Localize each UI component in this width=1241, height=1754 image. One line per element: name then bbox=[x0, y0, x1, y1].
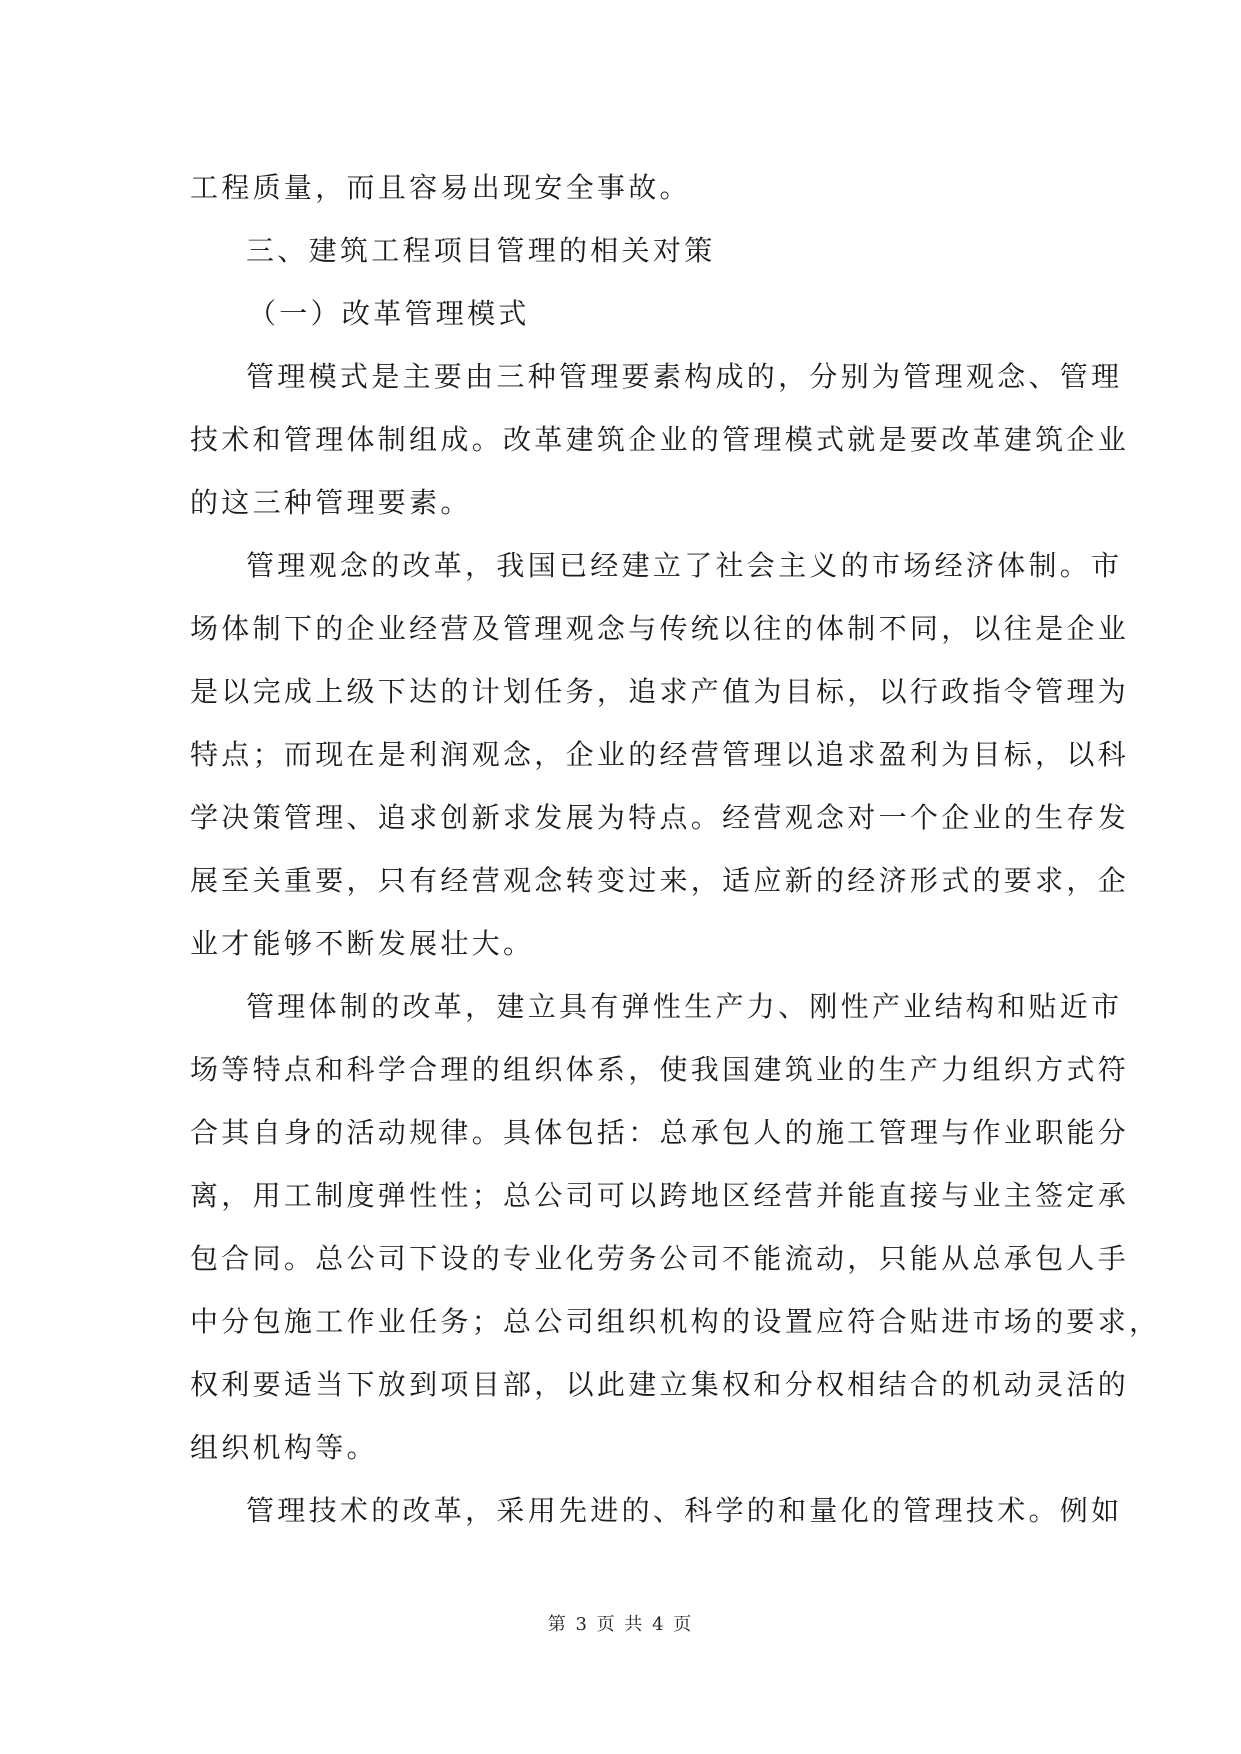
text-line: 中分包施工作业任务；总公司组织机构的设置应符合贴进市场的要求， bbox=[190, 1305, 1161, 1338]
text-line: 合其自身的活动规律。具体包括：总承包人的施工管理与作业职能分 bbox=[190, 1116, 1130, 1149]
page-number-footer: 第 3 页 共 4 页 bbox=[547, 1614, 694, 1635]
text-line: 工程质量，而且容易出现安全事故。 bbox=[190, 171, 691, 204]
text-line: 离，用工制度弹性性；总公司可以跨地区经营并能直接与业主签定承 bbox=[190, 1179, 1130, 1212]
section-heading: 三、建筑工程项目管理的相关对策 bbox=[246, 234, 716, 267]
text-line: 场体制下的企业经营及管理观念与传统以往的体制不同，以往是企业 bbox=[190, 612, 1130, 645]
text-line: 学决策管理、追求创新求发展为特点。经营观念对一个企业的生存发 bbox=[190, 801, 1130, 834]
body-text bbox=[190, 156, 1161, 1542]
text-line: 管理技术的改革，采用先进的、科学的和量化的管理技术。例如 bbox=[246, 1494, 1123, 1527]
text-line: 组织机构等。 bbox=[190, 1431, 378, 1464]
text-line: 特点；而现在是利润观念，企业的经营管理以追求盈利为目标，以科 bbox=[190, 738, 1130, 771]
text-line: 业才能够不断发展壮大。 bbox=[190, 927, 535, 960]
text-line: 场等特点和科学合理的组织体系，使我国建筑业的生产力组织方式符 bbox=[190, 1053, 1130, 1086]
text-line: 的这三种管理要素。 bbox=[190, 486, 472, 519]
text-line: 权利要适当下放到项目部，以此建立集权和分权相结合的机动灵活的 bbox=[190, 1368, 1130, 1401]
text-line: 技术和管理体制组成。改革建筑企业的管理模式就是要改革建筑企业 bbox=[190, 423, 1130, 456]
text-line: 管理观念的改革，我国已经建立了社会主义的市场经济体制。市 bbox=[246, 549, 1123, 582]
text-line: 管理模式是主要由三种管理要素构成的，分别为管理观念、管理 bbox=[246, 360, 1123, 393]
subsection-heading: （一）改革管理模式 bbox=[248, 297, 530, 330]
text-line: 包合同。总公司下设的专业化劳务公司不能流动，只能从总承包人手 bbox=[190, 1242, 1130, 1275]
text-line: 管理体制的改革，建立具有弹性生产力、刚性产业结构和贴近市 bbox=[246, 990, 1123, 1023]
text-line: 是以完成上级下达的计划任务，追求产值为目标，以行政指令管理为 bbox=[190, 675, 1130, 708]
text-line: 展至关重要，只有经营观念转变过来，适应新的经济形式的要求，企 bbox=[190, 864, 1130, 897]
